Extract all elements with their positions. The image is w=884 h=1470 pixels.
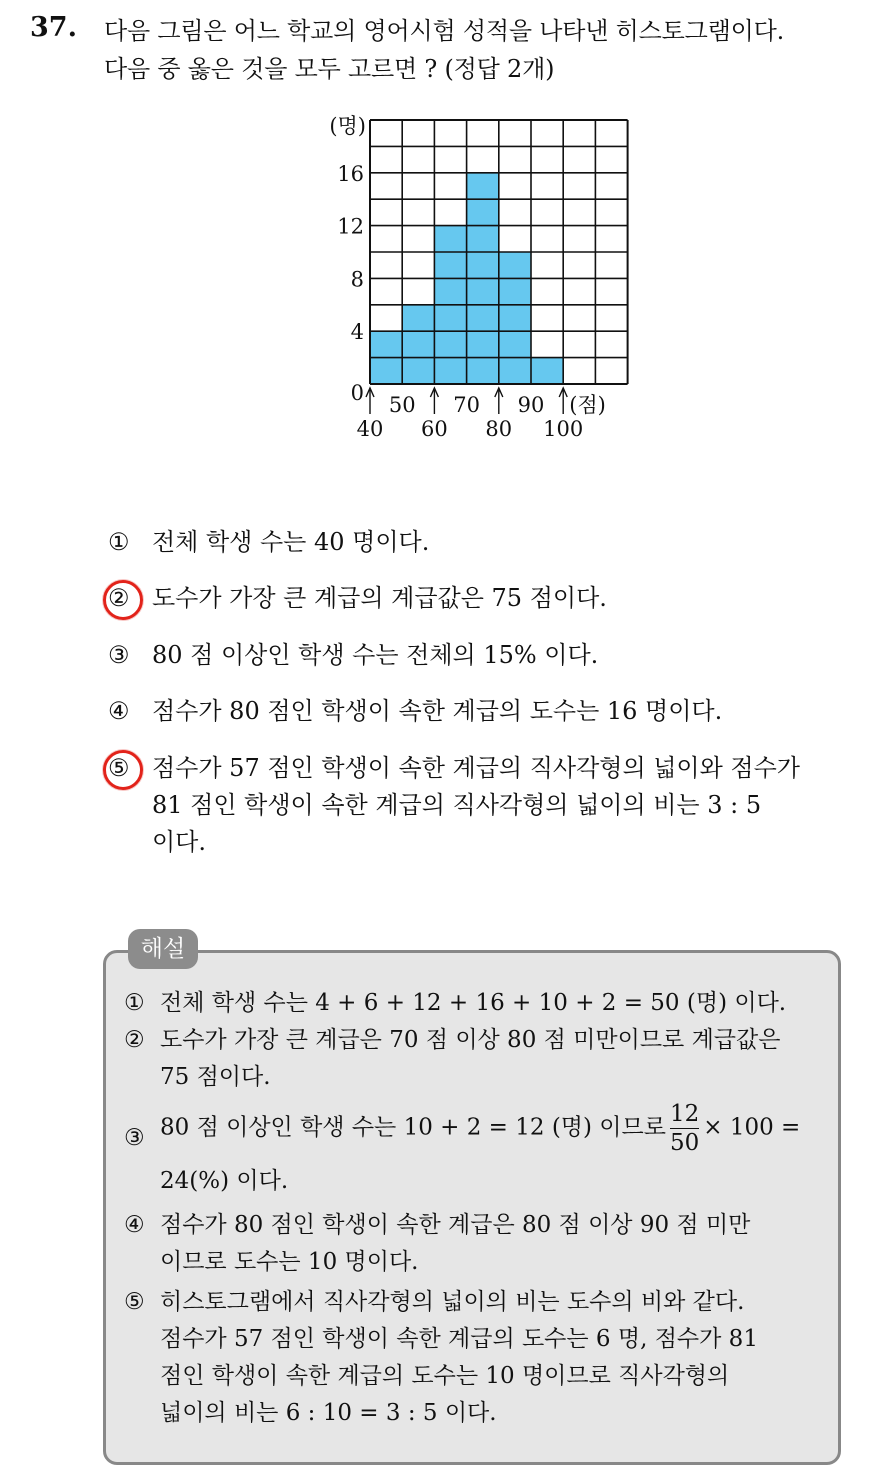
choice-text bbox=[152, 524, 429, 561]
choice-text bbox=[152, 750, 800, 861]
x-axis-unit: (점) bbox=[569, 393, 606, 417]
question-line-2: 다음 중 옳은 것을 모두 고르면 ? (정답 2개) bbox=[104, 55, 555, 83]
question-number: 37. bbox=[30, 12, 77, 43]
fraction-numerator: 12 bbox=[669, 1101, 700, 1127]
x-tick-label: 50 bbox=[388, 393, 416, 417]
y-axis-labels bbox=[329, 114, 366, 405]
y-tick-label: 12 bbox=[337, 214, 364, 239]
solution-line: 히스토그램에서 직사각형의 넓이의 비는 도수의 비와 같다. bbox=[160, 1289, 745, 1315]
choice-text-line: 점수가 57 점인 학생이 속한 계급의 직사각형의 넓이와 점수가 bbox=[152, 754, 800, 782]
choice-text-line: 점수가 80 점인 학생이 속한 계급의 도수는 16 명이다. bbox=[152, 697, 723, 725]
solution-item-1 bbox=[124, 985, 786, 1022]
choice-text-line: 이다. bbox=[152, 828, 206, 856]
choice-2[interactable] bbox=[108, 580, 607, 617]
choice-5[interactable] bbox=[108, 750, 800, 861]
y-tick-label: 16 bbox=[337, 161, 364, 186]
choice-number: ① bbox=[108, 528, 130, 556]
y-tick-label: 8 bbox=[350, 267, 364, 292]
choice-number: ⑤ bbox=[108, 754, 130, 782]
solution-text: 80 점 이상인 학생 수는 10 + 2 = 12 (명) 이므로 bbox=[160, 1114, 666, 1141]
solution-tag: 해설 bbox=[128, 929, 198, 969]
fraction-denominator: 50 bbox=[669, 1130, 700, 1156]
histogram-bar-80-90 bbox=[499, 252, 531, 384]
solution-number: ⑤ bbox=[124, 1289, 145, 1315]
choice-text bbox=[152, 693, 722, 730]
x-tick-label: 80 bbox=[485, 417, 513, 441]
x-tick-label: 100 bbox=[543, 417, 584, 441]
answer-circle-mark bbox=[103, 580, 143, 620]
solution-line: 점수가 80 점인 학생이 속한 계급은 80 점 이상 90 점 미만 bbox=[160, 1212, 751, 1238]
solution-item-4 bbox=[124, 1207, 750, 1281]
solution-line: 점수가 57 점인 학생이 속한 계급의 도수는 6 명, 점수가 81 bbox=[160, 1326, 758, 1352]
choice-text-line: 도수가 가장 큰 계급의 계급값은 75 점이다. bbox=[152, 584, 607, 612]
histogram-bar-50-60 bbox=[402, 305, 434, 384]
question-text bbox=[104, 12, 784, 88]
histogram-chart bbox=[300, 110, 660, 450]
solution-line: 점인 학생이 속한 계급의 도수는 10 명이므로 직사각형의 bbox=[160, 1363, 730, 1389]
choice-text bbox=[152, 637, 598, 674]
solution-item-3 bbox=[124, 1100, 800, 1200]
choice-text-line: 80 점 이상인 학생 수는 전체의 15% 이다. bbox=[152, 641, 599, 669]
solution-number: ① bbox=[124, 990, 145, 1016]
choice-text-line: 전체 학생 수는 40 명이다. bbox=[152, 528, 430, 556]
choice-1[interactable] bbox=[108, 524, 429, 561]
choice-4[interactable] bbox=[108, 693, 722, 730]
solution-line bbox=[160, 1100, 800, 1157]
solution-text: × 100 = bbox=[703, 1114, 801, 1141]
solution-item-5 bbox=[124, 1284, 758, 1432]
y-tick-label: 0 bbox=[350, 381, 364, 405]
choice-number: ② bbox=[108, 584, 130, 612]
choice-text-line: 81 점인 학생이 속한 계급의 직사각형의 넓이의 비는 3 : 5 bbox=[152, 791, 762, 819]
solution-line: 넓이의 비는 6 : 10 = 3 : 5 이다. bbox=[160, 1400, 497, 1426]
solution-line: 75 점이다. bbox=[160, 1064, 271, 1090]
y-tick-label: 4 bbox=[350, 320, 364, 345]
solution-line: 이므로 도수는 10 명이다. bbox=[160, 1249, 419, 1275]
solution-line: 전체 학생 수는 4 + 6 + 12 + 16 + 10 + 2 = 50 (명) 이다. bbox=[160, 990, 787, 1016]
histogram-bar-90-100 bbox=[531, 358, 563, 384]
y-axis-unit: (명) bbox=[329, 114, 366, 138]
x-tick-label: 60 bbox=[421, 417, 448, 441]
solution-number: ② bbox=[124, 1027, 145, 1053]
solution-number: ④ bbox=[124, 1212, 145, 1238]
choice-3[interactable] bbox=[108, 637, 598, 674]
choice-number: ③ bbox=[108, 641, 130, 669]
question-line-1: 다음 그림은 어느 학교의 영어시험 성적을 나타낸 히스토그램이다. bbox=[104, 17, 784, 45]
choice-number: ④ bbox=[108, 697, 130, 725]
solution-number: ③ bbox=[124, 1125, 145, 1151]
answer-circle-mark bbox=[103, 750, 143, 790]
choice-text bbox=[152, 580, 607, 617]
fraction bbox=[670, 1100, 699, 1157]
solution-line: 24(%) 이다. bbox=[160, 1168, 289, 1194]
x-tick-label: 40 bbox=[356, 417, 384, 441]
x-axis-labels bbox=[357, 388, 606, 441]
solution-line: 도수가 가장 큰 계급은 70 점 이상 80 점 미만이므로 계급값은 bbox=[160, 1027, 781, 1053]
x-tick-label: 70 bbox=[453, 393, 480, 417]
x-tick-label: 90 bbox=[517, 393, 545, 417]
solution-item-2 bbox=[124, 1022, 780, 1096]
